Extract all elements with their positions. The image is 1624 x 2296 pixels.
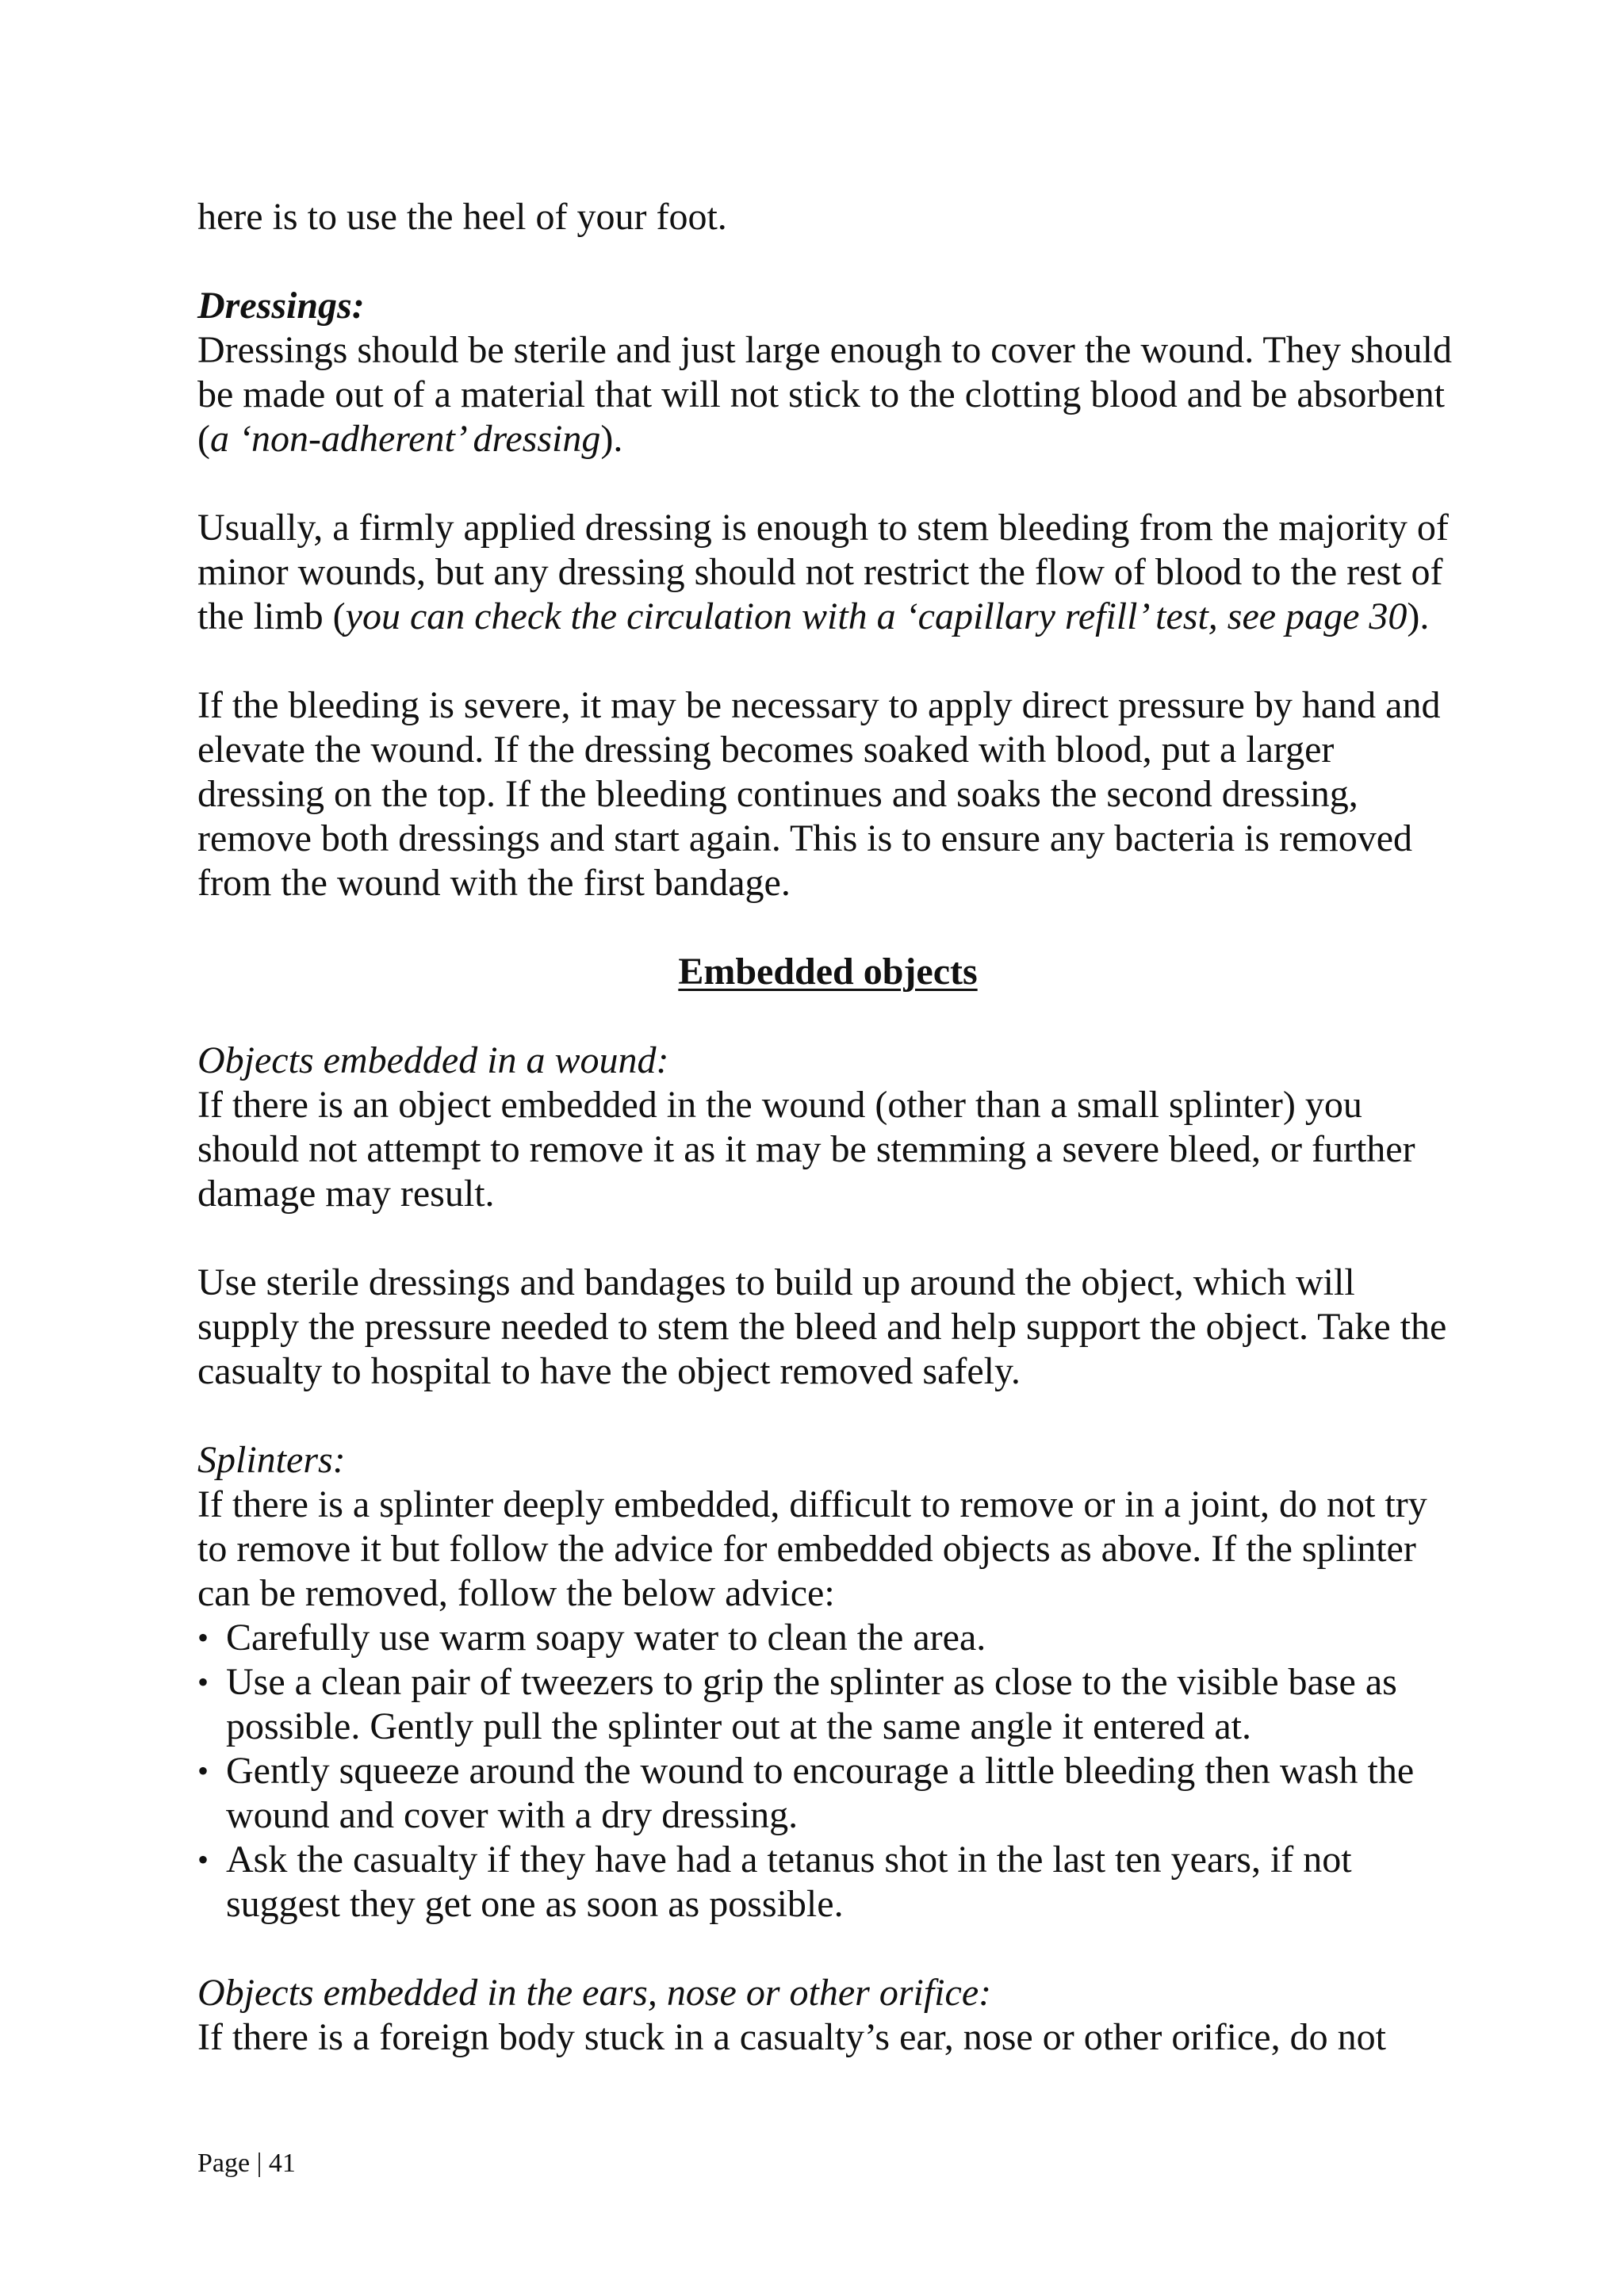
splinters-heading: Splinters: bbox=[197, 1439, 346, 1481]
section-title-embedded-objects: Embedded objects bbox=[678, 951, 978, 993]
dressings-paragraph-1-text: Dressings should be sterile and just large enough to cover the wound. They should be made out of a material that will not stick to the clotting blood and be absorbent ( bbox=[197, 329, 1452, 460]
page-footer bbox=[197, 2148, 296, 2179]
list-item: • Gently squeeze around the wound to encourage a little bleeding then wash the wound and cover with a dry dressing. bbox=[197, 1749, 1458, 1838]
dressings-paragraph-2-end: ). bbox=[1407, 595, 1430, 637]
dressings-paragraph-2 bbox=[197, 506, 1458, 639]
page-number: Page | 41 bbox=[197, 2149, 296, 2178]
dressings-paragraph-1 bbox=[197, 328, 1458, 461]
continuation-text: here is to use the heel of your foot. bbox=[197, 196, 727, 238]
list-item: • Carefully use warm soapy water to clean the area. bbox=[197, 1616, 1458, 1660]
objects-in-wound-paragraph-2: Use sterile dressings and bandages to build up around the object, which will supply the pressure needed to stem the bleed and help support the object. Take the casualty to hospital to have the object removed safely. bbox=[197, 1261, 1447, 1392]
dressings-paragraph-1-end: ). bbox=[600, 418, 623, 460]
list-item: • Use a clean pair of tweezers to grip the splinter as close to the visible base as possible. Gently pull the splinter out at the same angle it entered at. bbox=[197, 1660, 1458, 1749]
dressings-paragraph-3: If the bleeding is severe, it may be necessary to apply direct pressure by hand and elevate the wound. If the dressing becomes soaked with blood, put a larger dressing on the top. If the bleeding continues and soaks the second dressing, remove both dressings and start again. This is to ensure any bacteria is removed from the wound with the first bandage. bbox=[197, 684, 1441, 904]
objects-in-wound-paragraph-1: If there is an object embedded in the wound (other than a small splinter) you should not attempt to remove it as it may be stemming a severe bleed, or further damage may result. bbox=[197, 1084, 1415, 1215]
capillary-refill-note: you can check the circulation with a ‘capillary refill’ test, see page 30 bbox=[345, 595, 1408, 637]
list-item: • Ask the casualty if they have had a tetanus shot in the last ten years, if not suggest they get one as soon as possible. bbox=[197, 1838, 1458, 1927]
orifice-heading: Objects embedded in the ears, nose or other orifice: bbox=[197, 1972, 992, 2014]
page-content bbox=[197, 195, 1458, 2060]
splinter-steps-list bbox=[197, 1616, 1458, 1927]
dressings-paragraph-1-italic: a ‘non-adherent’ dressing bbox=[209, 418, 601, 460]
dressings-paragraph-2-text: Usually, a firmly applied dressing is enough to stem bleeding from the majority of minor wounds, but any dressing should not restrict the flow of blood to the rest of the limb ( bbox=[197, 507, 1449, 637]
orifice-paragraph: If there is a foreign body stuck in a casualty’s ear, nose or other orifice, do not bbox=[197, 2016, 1386, 2058]
dressings-heading: Dressings: bbox=[197, 285, 365, 327]
splinters-paragraph: If there is a splinter deeply embedded, difficult to remove or in a joint, do not try to remove it but follow the advice for embedded objects as above. If the splinter can be removed, follow the below advice: bbox=[197, 1483, 1427, 1614]
objects-in-wound-heading: Objects embedded in a wound: bbox=[197, 1039, 669, 1081]
